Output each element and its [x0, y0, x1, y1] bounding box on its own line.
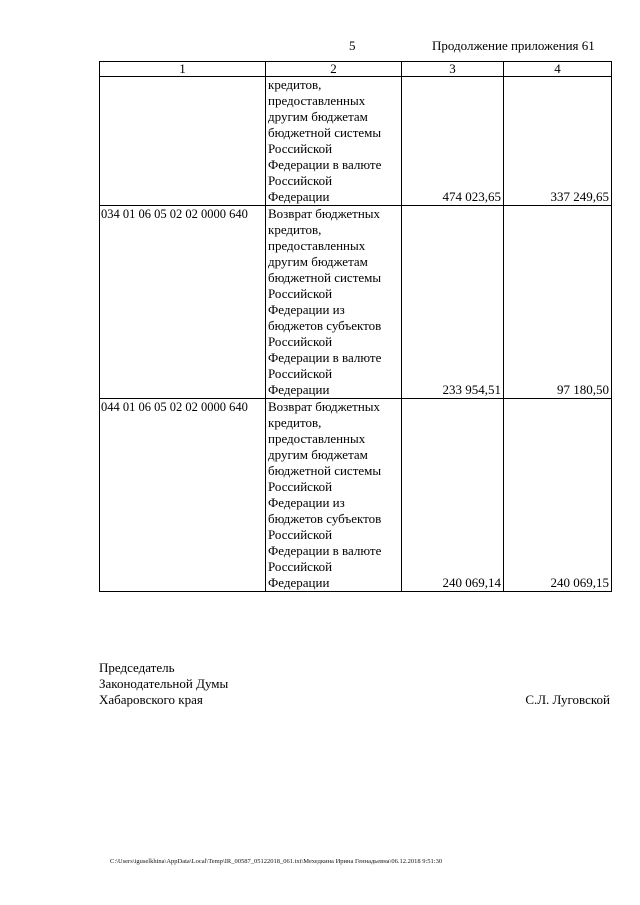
table-row	[100, 77, 612, 206]
amount-cell-col4: 97 180,50	[504, 206, 612, 399]
budget-code-cell: 034 01 06 05 02 02 0000 640	[100, 206, 266, 399]
item-name-cell: кредитов, предоставленных другим бюджетам бюджетной системы Российской Федерации в валюте Российской Федерации	[266, 77, 402, 206]
budget-code-cell	[100, 77, 266, 206]
amount-cell-col3: 474 023,65	[402, 77, 504, 206]
footer-file-path: C:\Users\iguselkhina\AppData\Local\Temp\IR_00587_05122018_061.txt\Мехедкина Ирина Геннадьевна\06.12.2018 9:51:30	[110, 858, 443, 865]
amount-cell-col4: 240 069,15	[504, 399, 612, 592]
table-row	[100, 399, 612, 592]
column-number-3: 3	[402, 62, 504, 77]
continuation-heading: Продолжение приложения 61	[432, 38, 595, 53]
table-row	[100, 206, 612, 399]
item-name-cell: Возврат бюджетных кредитов, предоставленных другим бюджетам бюджетной системы Российской Федерации из бюджетов субъектов Российской Федерации в валюте Российской Федерации	[266, 206, 402, 399]
budget-table	[99, 61, 612, 592]
column-number-2: 2	[266, 62, 402, 77]
amount-cell-col4: 337 249,65	[504, 77, 612, 206]
page-number: 5	[349, 38, 356, 53]
amount-cell-col3: 233 954,51	[402, 206, 504, 399]
amount-cell-col3: 240 069,14	[402, 399, 504, 592]
budget-code-cell: 044 01 06 05 02 02 0000 640	[100, 399, 266, 592]
signatory-name: С.Л. Луговской	[525, 692, 610, 707]
signatory-position: Председатель Законодательной Думы Хабаровского края	[99, 660, 229, 707]
column-number-row	[100, 62, 612, 77]
column-number-4: 4	[504, 62, 612, 77]
item-name-cell: Возврат бюджетных кредитов, предоставленных другим бюджетам бюджетной системы Российской Федерации из бюджетов субъектов Российской Федерации в валюте Российской Федерации	[266, 399, 402, 592]
column-number-1: 1	[100, 62, 266, 77]
